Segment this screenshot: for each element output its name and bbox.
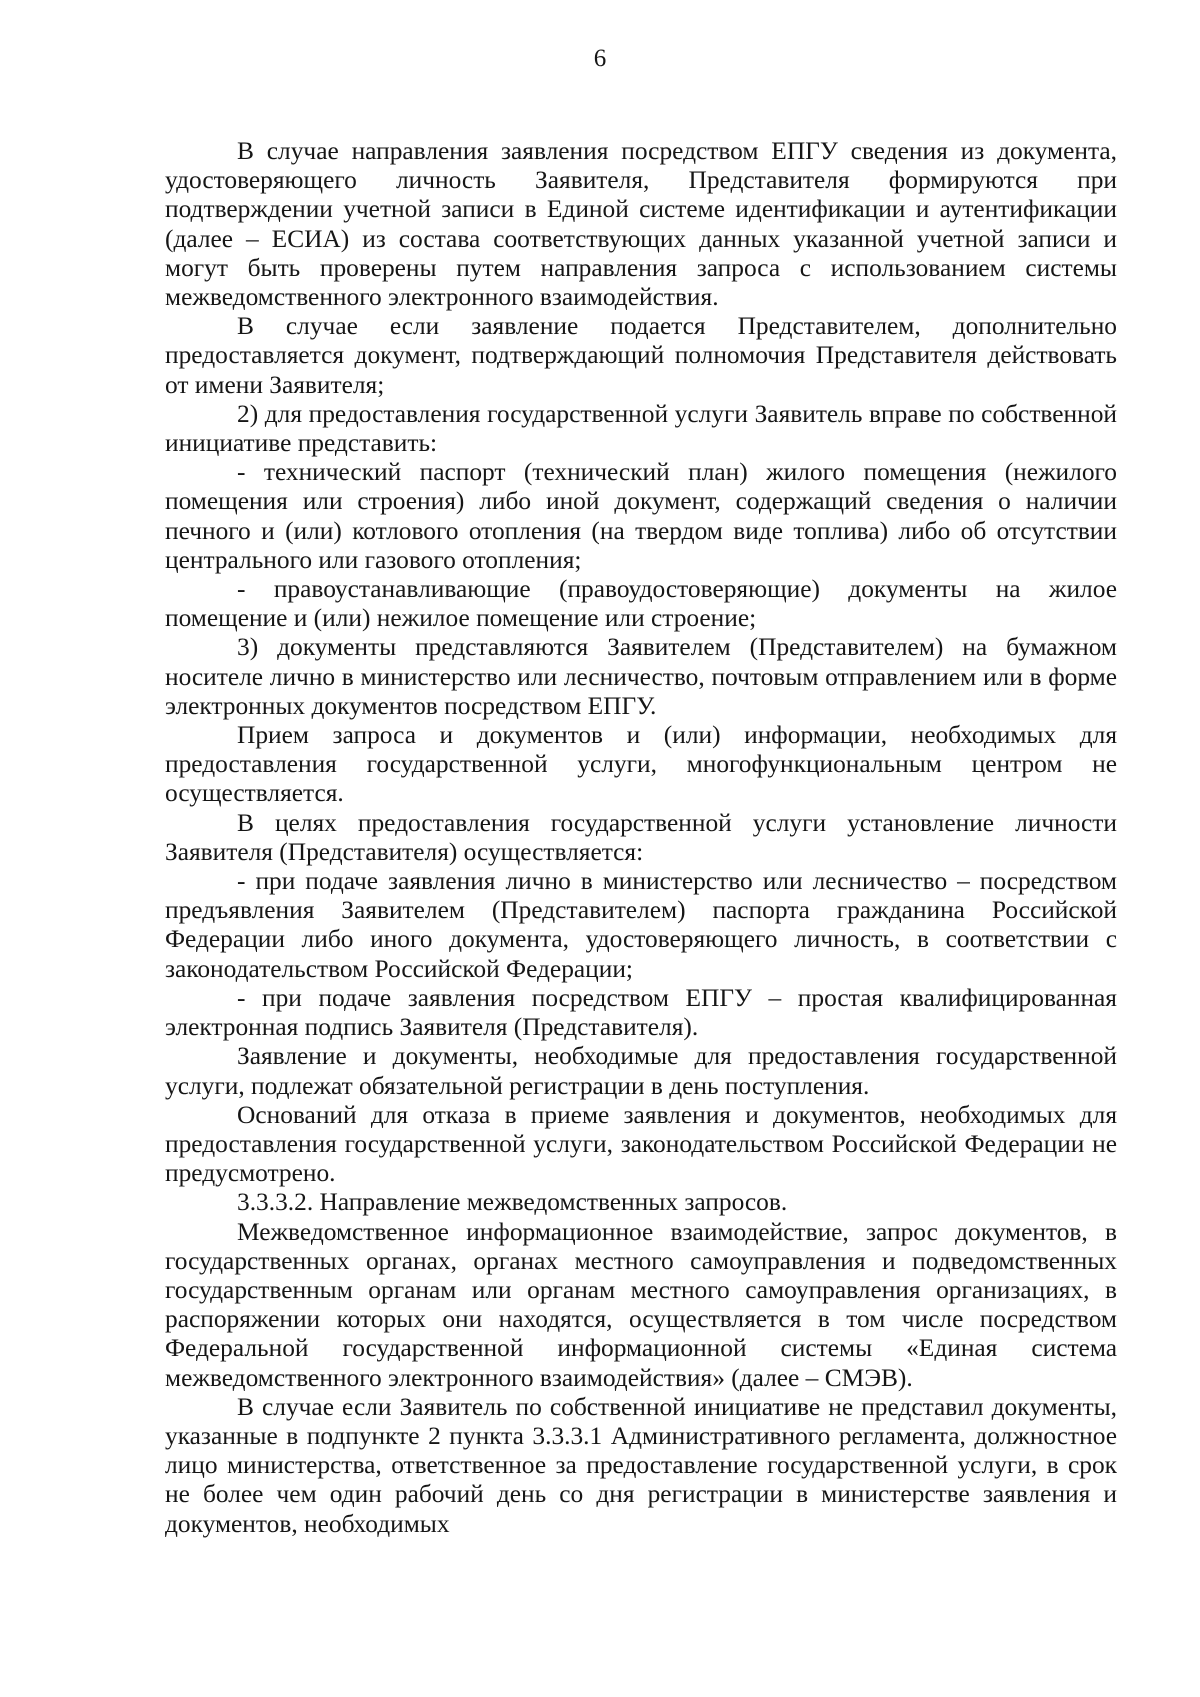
- paragraph-in-person-passport: - при подаче заявления лично в министерство или лесничество – посредством предъявления Заявителем (Представителем) паспорта гражданина Российской Федерации либо иного документа, удостоверяющего личность, в соответствии с законодательством Российской Федерации;: [165, 867, 1117, 983]
- paragraph-epgu-signature: - при подаче заявления посредством ЕПГУ – простая квалифицированная электронная подпись Заявителя (Представителя).: [165, 983, 1117, 1042]
- page-number: 6: [593, 45, 607, 72]
- paragraph-identity-establishment: В целях предоставления государственной услуги установление личности Заявителя (Представителя) осуществляется:: [165, 808, 1117, 866]
- section-heading-3-3-3-2: 3.3.3.2. Направление межведомственных запросов.: [237, 1188, 788, 1217]
- paragraph-mfc-not-accepted: Прием запроса и документов и (или) информации, необходимых для предоставления государственной услуги, многофункциональным центром не осуществляется.: [165, 721, 1117, 808]
- paragraph-title-documents: - правоустанавливающие (правоудостоверяющие) документы на жилое помещение и (или) нежилое помещение или строение;: [165, 575, 1117, 633]
- paragraph-smev: Межведомственное информационное взаимодействие, запрос документов, в государственных органах, органах местного самоуправления и подведомственных государственным органам или органам местного самоуправления организациях, в распоряжении которых они находятся, осуществляется в том числе посредством Федеральной государственной информационной системы «Единая система межведомственного электронного взаимодействия» (далее – СМЭВ).: [165, 1217, 1117, 1392]
- paragraph-item-3-submission: 3) документы представляются Заявителем (Представителем) на бумажном носителе лично в министерство или лесничество, почтовым отправлением или в форме электронных документов посредством ЕПГУ.: [165, 633, 1117, 720]
- paragraph-technical-passport: - технический паспорт (технический план) жилого помещения (нежилого помещения или строения) либо иной документ, содержащий сведения о наличии печного и (или) котлового отопления (на твердом виде топлива) либо об отсутствии центрального или газового отопления;: [165, 458, 1117, 574]
- paragraph-item-2-own-initiative: 2) для предоставления государственной услуги Заявитель вправе по собственной инициативе представить:: [165, 399, 1117, 458]
- paragraph-representative-document: В случае если заявление подается Представителем, дополнительно предоставляется документ, подтверждающий полномочия Представителя действовать от имени Заявителя;: [165, 312, 1117, 399]
- paragraph-esia-identity: В случае направления заявления посредством ЕПГУ сведения из документа, удостоверяющего личность Заявителя, Представителя формируются при подтверждении учетной записи в Единой системе идентификации и аутентификации (далее – ЕСИА) из состава соответствующих данных указанной учетной записи и могут быть проверены путем направления запроса с использованием системы межведомственного электронного взаимодействия.: [165, 137, 1117, 312]
- paragraph-not-submitted: В случае если Заявитель по собственной инициативе не представил документы, указанные в подпункте 2 пункта 3.3.3.1 Административного регламента, должностное лицо министерства, ответственное за предоставление государственной услуги, в срок не более чем один рабочий день со дня регистрации в министерстве заявления и документов, необходимых: [165, 1392, 1117, 1538]
- paragraph-registration: Заявление и документы, необходимые для предоставления государственной услуги, подлежат обязательной регистрации в день поступления.: [165, 1042, 1117, 1100]
- paragraph-refusal-grounds: Оснований для отказа в приеме заявления и документов, необходимых для предоставления государственной услуги, законодательством Российской Федерации не предусмотрено.: [165, 1100, 1117, 1188]
- body-text: [165, 137, 1117, 1539]
